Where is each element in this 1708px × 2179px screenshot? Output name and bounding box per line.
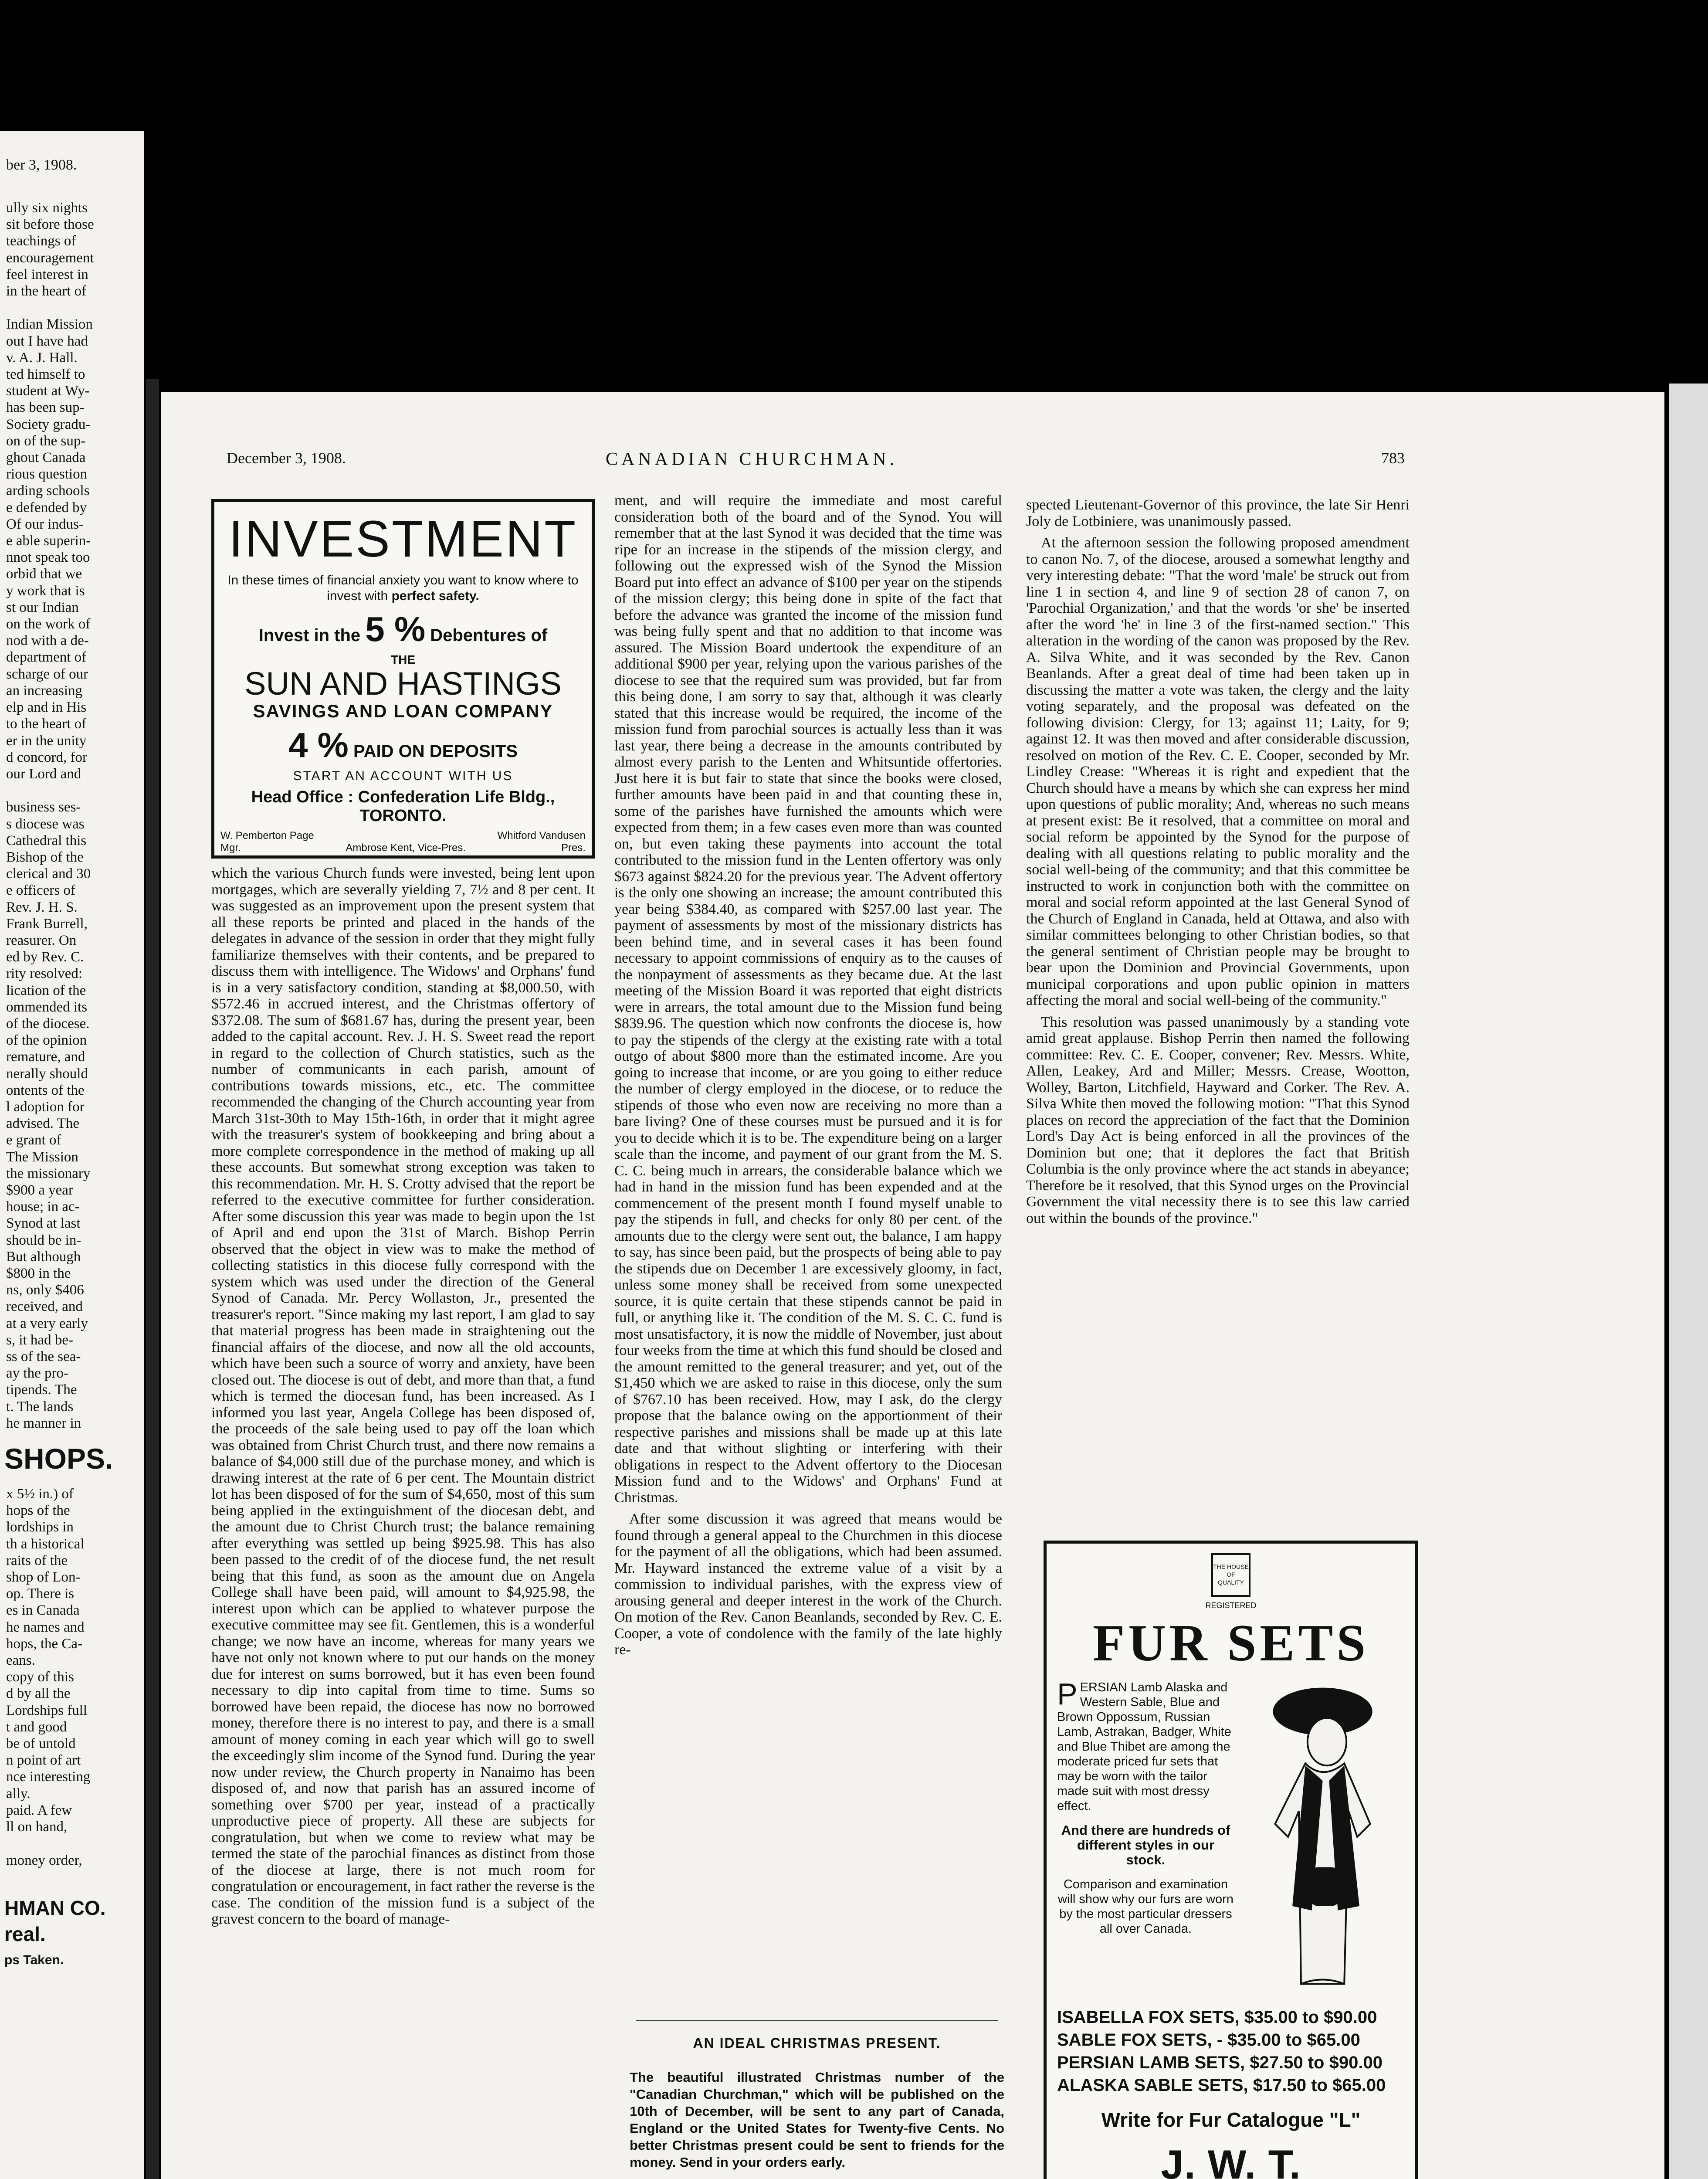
comparison-text: Comparison and examination will show why our furs are worn by the most particular dressers all over Canada. — [1057, 1877, 1234, 1936]
woman-in-furs-illustration — [1240, 1680, 1405, 1994]
text-line: th a historical — [6, 1536, 85, 1552]
catalogue-line: Write for Fur Catalogue "L" — [1101, 2108, 1361, 2131]
text-line: advised. The — [6, 1116, 80, 1132]
text-line: feel interest in — [6, 266, 88, 282]
text-line: $800 in the — [6, 1266, 71, 1281]
hundreds-styles: And there are hundreds of different styles in our stock. — [1061, 1823, 1230, 1867]
text-line: our Lord and — [6, 766, 81, 782]
investment-advertisement — [211, 499, 595, 859]
text-line: But although — [6, 1249, 81, 1265]
left-page-text-b — [0, 1486, 144, 1869]
text-line: Society gradu- — [6, 416, 91, 432]
text-line: y work that is — [6, 583, 85, 599]
text-line: business ses- — [6, 799, 81, 815]
text-line: ghout Canada — [6, 450, 86, 466]
text-line: eans. — [6, 1653, 35, 1669]
text-line: clerical and 30 — [6, 866, 91, 882]
text-line: s, it had be- — [6, 1332, 73, 1348]
left-page-bold-b: real. — [4, 1922, 46, 1945]
fur-sets-advertisement — [1044, 1541, 1418, 2179]
text-line: l adoption for — [6, 1099, 85, 1115]
article-column-2 — [614, 492, 1002, 1663]
the-label: THE — [391, 653, 415, 666]
text-line: d concord, for — [6, 749, 88, 765]
newspaper-page — [161, 392, 1664, 2179]
text-line: Of our indus- — [6, 516, 84, 532]
text-line: nerally should — [6, 1066, 88, 1082]
text-line: nod with a de- — [6, 633, 89, 649]
text-line: department of — [6, 649, 87, 665]
text-line — [6, 782, 144, 799]
price-list — [1057, 2006, 1405, 2097]
text-line: nnot speak too — [6, 550, 90, 566]
text-line: st our Indian — [6, 599, 79, 615]
text-line: v. A. J. Hall. — [6, 350, 78, 366]
text-line: rity resolved: — [6, 966, 83, 982]
text-line: remature, and — [6, 1049, 85, 1065]
price-line: ISABELLA FOX SETS, $35.00 to $90.00 — [1057, 2008, 1377, 2027]
text-line: ontents of the — [6, 1082, 85, 1098]
company-name-fairweather: J. W. T. — [1161, 2142, 1301, 2179]
text-line: lordships in — [6, 1519, 74, 1535]
drop-cap: P — [1057, 1677, 1078, 1711]
text-line: has been sup- — [6, 400, 85, 416]
text-line: he manner in — [6, 1415, 81, 1431]
price-line: PERSIAN LAMB SETS, $27.50 to $90.00 — [1057, 2053, 1383, 2072]
text-line: The Mission — [6, 1149, 78, 1165]
paragraph: which the various Church funds were invested, being lent upon mortgages, which are severally yielding 7, 7½ and 8 per cent. It was suggested as an improvement upon the present system that all these reports be printed and placed in the hands of the delegates in advance of the session in order that they might fully familiarize themselves with their contents, and be prepared to discuss them with intelligence. The Widows' and Orphans' fund is in a very satisfactory condition, standing at $8,000.50, with $572.46 in accrued interest, and the Christmas offertory of $372.08. The sum of $681.67 has, during the present year, been added to the capital account. Rev. J. H. S. Sweet read the report in regard to the collection of Church statistics, such as the number of communicants in each parish, amount of contributions towards missions, etc., etc. The committee recommended the changing of the Church accounting year from March 31st-30th to May 15th-16th, in order that it might agree with the treasurer's system of bookkeeping and bring about a more complete correspondence in the method of making up all these accounts. But somewhat strong exception was taken to this recommendation. Mr. H. S. Crotty advised that the report be referred to the executive committee for further consideration. After some discussion this year was made to begin upon the 1st of April and end upon the 31st of March. Bishop Perrin observed that the object in view was to make the method of collecting statistics in this diocese fully correspond with the system which was used under the direction of the General Synod of Canada. Mr. Percy Wollaston, Jr., presented the treasurer's report. "Since making my last report, I am glad to say that material progress has been made in straightening out the financial affairs of the diocese, and now all the old accounts, which have been such a source of worry and anxiety, have been closed out. The diocese is out of debt, and more than that, a fund which is termed the diocesan fund, has been increased. As I informed you last year, Angela College has been disposed of, the proceeds of the sale being used to pay off the loan which was obtained from Christ Church trust, and there now remains a balance of $4,000 still due of the purchase money, and which is drawing interest at the rate of 6 per cent. The Mountain district lot has been disposed of for the sum of $4,650, most of this sum being applied in the extinguishment of the diocesan debt, and the amount due to Christ Church trust; the balance remaining after everything was settled up being $925.98. This has also been passed to the credit of of the diocese fund, the net result being that this fund, as soon as the amount due on Angela College shall have been paid, will amount to $4,925.98, the interest upon which can be applied to whatever purpose the executive committee may see fit. Gentlemen, this is a wonderful change; we now have an income, whereas for many years we have not only not known where to put our hands on the money due for interest on sums borrowed, but it has even been found necessary to dip into capital from time to time. Sums so borrowed have been repaid, the diocese has now no borrowed money, therefore there is no interest to pay, and there is a small amount of money coming in each year which will go to swell the exceedingly slim income of the Synod fund. During the year now under review, the Church property in Nanaimo has been disposed of, and now that parish has an assured income of something over $700 per year, instead of a practically unproductive piece of property. All these are subjects for congratulation, but when we come to review what may be termed the state of the parochial finances as distinct from those of the diocese at large, there is not much room for congratulation or encouragement, in fact rather the reverse is the case. The condition of the mission fund is a subject of the gravest concern to the board of manage- — [211, 865, 595, 1927]
text-line: student at Wy- — [6, 383, 90, 399]
text-line: hops, the Ca- — [6, 1636, 83, 1652]
article-column-1 — [211, 865, 595, 1933]
text-line: he names and — [6, 1619, 85, 1635]
text-line: ted himself to — [6, 367, 85, 383]
left-page-bold-c: ps Taken. — [4, 1952, 64, 1967]
left-page-bold-a: HMAN CO. — [4, 1896, 106, 1919]
text-line: Lordships full — [6, 1702, 88, 1718]
text-line: lication of the — [6, 982, 86, 998]
text-line: e defended by — [6, 499, 87, 516]
text-line: teachings of — [6, 233, 76, 249]
text-line: out I have had — [6, 333, 88, 349]
text-line: Frank Burrell, — [6, 916, 88, 932]
left-page-heading: SHOPS. — [4, 1442, 113, 1475]
text-line: ay the pro- — [6, 1365, 68, 1381]
article-column-3 — [1026, 497, 1410, 1232]
text-line: Rev. J. H. S. — [6, 899, 78, 915]
text-line: ally. — [6, 1785, 30, 1802]
head-office: Head Office : Confederation Life Bldg., TORONTO. — [251, 788, 555, 825]
column-rule — [636, 2020, 998, 2021]
issue-date: December 3, 1908. — [227, 449, 346, 467]
text-line: encouragement — [6, 250, 94, 266]
price-line: ALASKA SABLE SETS, $17.50 to $65.00 — [1057, 2076, 1386, 2095]
text-line: copy of this — [6, 1669, 74, 1685]
christmas-notice-title: AN IDEAL CHRISTMAS PRESENT. — [693, 2035, 941, 2051]
text-line: e grant of — [6, 1132, 61, 1148]
text-line: the missionary — [6, 1165, 91, 1181]
text-line: on of the sup- — [6, 433, 86, 449]
paragraph: This resolution was passed unanimously by a standing vote amid great applause. Bishop Perrin then named the following committee: Rev. C. E. Cooper, convener; Rev. Messrs. White, Allen, Leakey, Ard and Miller; Messrs. Crease, Wootton, Wolley, Barton, Litchfield, Hayward and Corker. The Rev. A. Silva White then moved the following motion: "That this Synod places on record the appreciation of the fact that the Dominion Lord's Day Act is being enforced in all the provinces of the Dominion but one; that it deplores the fact that British Columbia is the only province where the act stands in abeyance; Therefore be it resolved, that this Synod urges on the Provincial Government the vital necessity there is to see this law carried out within the bounds of the province." — [1026, 1014, 1410, 1226]
text-line: arding schools — [6, 483, 90, 499]
christmas-notice-body: The beautiful illustrated Christmas number of the "Canadian Churchman," which will be published on the 10th of December, will be sent to any part of Canada, England or the United States for Twenty-five Cents. No better Christmas present could be sent to friends for the money. Send in your orders early. — [630, 2070, 1004, 2170]
text-line: of the diocese. — [6, 1015, 90, 1032]
text-line: scharge of our — [6, 666, 88, 682]
text-line: orbid that we — [6, 566, 82, 582]
invest-line: Invest in the 5 % Debentures of — [258, 610, 548, 648]
text-line: in the heart of — [6, 283, 87, 299]
text-line: ully six nights — [6, 200, 88, 216]
text-line: elp and in His — [6, 699, 87, 716]
text-line: n point of art — [6, 1752, 81, 1768]
text-line: x 5½ in.) of — [6, 1486, 74, 1502]
text-line: Bishop of the — [6, 849, 84, 865]
page-edge — [1669, 384, 1708, 2179]
text-line: money order, — [6, 1852, 82, 1868]
company-subtitle: SAVINGS AND LOAN COMPANY — [253, 701, 553, 721]
house-of-quality-logo: THE HOUSE OF QUALITY — [1211, 1553, 1250, 1597]
text-line: e able superin- — [6, 533, 91, 549]
text-line: $900 a year — [6, 1182, 73, 1198]
paragraph: ment, and will require the immediate and most careful consideration both of the board and of the Synod. You will remember that at the last Synod it was decided that the time was ripe for an increase in the stipends of the mission clergy, and following out the expressed wish of the Synod the Mission Board put into effect an advance of $100 per year on the stipends of the mission clergy; this being done in spite of the fact that before the advance was granted the income of the mission fund was being fully spent and that no addition to that income was assured. The Mission Board undertook the expenditure of an additional $900 per year, relying upon the various parishes of the diocese to see that the required sum was provided, but far from this being done, I am sorry to say that, although it was clearly stated that this increase would be required, the income of the mission fund from parochial sources is actually less than it was last year, there being a decrease in the amounts contributed by almost every parish to the Lenten and Whitsuntide offertories. Just here it is but fair to state that since the books were closed, further amounts have been paid in and that counting these in, some of the parishes have furnished the amounts which were expected from them; in a few cases even more than was counted on, but even taking these payments into account the total contributed to the mission fund in the Lenten offertory was only $673 against $824.20 for the previous year. The Advent offertory is the only one showing an increase; the amount contributed this year being $384.40, as compared with $257.00 last year. The payment of assessments by most of the missionary districts has been behind time, and in several cases it has been found necessary to appoint commissions of enquiry as to the causes of the nonpayment of assessments as they became due. At the last meeting of the Mission Board it was reported that eight districts were in arrears, the total amount due to the Mission fund being $839.96. The question which now confronts the diocese is, how to pay the stipends of the clergy at the existing rate with a total outgo of about $800 more than the estimated income. Are you going to increase that income, or are you going to either reduce the number of clergy employed in the diocese, or to reduce the stipends of those who even now are receiving no more than a bare living? One of these courses must be pursued and it is for you to decide which it is to be. The expenditure being on a larger scale than the income, and payment of our grant from the M. S. C. C. being much in arrears, the considerable balance which we had in hand in the mission fund has been expended and at the commencement of the present month I found myself unable to pay the stipends in full, and checks for only 80 per cent. of the amounts due to the clergy were sent out, the balance, I am happy to say, has since been paid, but the prospects of being able to pay the stipends due on December 1 are excessively gloomy, in fact, unless some money shall be received from some unexpected source, it is quite certain that these stipends cannot be paid in full, or anything like it. The condition of the M. S. C. C. fund is most unsatisfactory, it is now the middle of November, just about four weeks from the time at which this fund should be closed and the amount remitted to the general treasurer; and yet, out of the $1,450 which we are asked to raise in this diocese, only the sum of $767.10 has been received. How, may I ask, do the clergy propose that the balance owing on the apportionment of their respective parishes and missions shall be made up at this late date and that without slighting or interfering with their obligations in respect to the Advent offertory to the Diocesan Mission fund and to the Widows' and Orphans' Fund at Christmas. — [614, 492, 1002, 1506]
text-line: on the work of — [6, 616, 91, 632]
text-line: op. There is — [6, 1586, 75, 1602]
left-page-fragment — [0, 131, 144, 2179]
text-line: reasurer. On — [6, 932, 77, 948]
text-line: s diocese was — [6, 816, 85, 832]
text-line: at a very early — [6, 1315, 88, 1331]
text-line: sit before those — [6, 217, 94, 233]
paragraph: After some discussion it was agreed that means would be found through a general appeal to the Churchmen in this diocese for the payment of all the obligations, which had been assumed. Mr. Hayward instanced the extreme value of a visit by a commission to individual parishes, with the express view of arousing general and deeper interest in the work of the Church. On motion of the Rev. Canon Beanlands, seconded by Rev. C. E. Cooper, a vote of condolence with the family of the late highly re- — [614, 1511, 1002, 1658]
text-line: raits of the — [6, 1552, 68, 1568]
paragraph: At the afternoon session the following proposed amendment to canon No. 7, of the diocese, aroused a somewhat lengthy and very interesting debate: "That the word 'male' be struck out from line 1 in section 4, and line 9 of section 28 of canon 7, on 'Parochial Organization,' and that the words 'or she' be inserted after the word 'he' in line 3 of the first-named section." This alteration in the wording of the canon was proposed by the Rev. A. Silva White, and it was seconded by the Rev. Canon Beanlands. After a great deal of time had been taken up in discussing the matter a vote was taken, the clergy and the laity voting separately, and the proposal was defeated on the following division: Clergy, for 13; against 11; Laity, for 9; against 12. It was then moved and after considerable discussion, resolved on motion of the Rev. C. E. Cooper, seconded by Mr. Lindley Crease: "Whereas it is right and expedient that the Church should have a means by which she can express her mind upon questions of public morality; And, whereas no such means at present exist: Be it resolved, that a committee on moral and social reform be appointed by the Synod for the purpose of dealing with all questions relating to public morality and the social well-being of the community; and that this committee be instructed to work in conjunction both with the committee on moral and social reform appointed at the last General Synod of the Church of England in Canada, held at Ottawa, and also with similar committees belonging to other Christian bodies, so that the general sentiment of Christian people may be brought to bear upon the Dominion and Provincial Governments, upon municipal corporations and upon public opinion in matters affecting the moral and social well-being of the community." — [1026, 535, 1410, 1008]
text-line: ommended its — [6, 999, 88, 1015]
paragraph: spected Lieutenant-Governor of this province, the late Sir Henri Joly de Lotbiniere, was unanimously passed. — [1026, 497, 1410, 529]
text-line: er in the unity — [6, 733, 87, 749]
text-line: Cathedral this — [6, 832, 87, 849]
text-line: tipends. The — [6, 1382, 77, 1398]
page-number: 783 — [1381, 449, 1405, 467]
fur-sets-title: FUR SETS — [1092, 1614, 1369, 1672]
left-page-text-a — [0, 200, 144, 1432]
price-line: SABLE FOX SETS, - $35.00 to $65.00 — [1057, 2030, 1360, 2050]
book-gutter — [146, 379, 159, 2179]
text-line: be of untold — [6, 1736, 76, 1752]
text-line: Synod at last — [6, 1215, 81, 1232]
text-line: should be in- — [6, 1232, 81, 1248]
text-line — [6, 299, 144, 316]
text-line: ll on hand, — [6, 1819, 68, 1835]
text-line: paid. A few — [6, 1802, 72, 1818]
text-line: received, and — [6, 1299, 83, 1315]
deposit-line: 4 % PAID ON DEPOSITS — [288, 726, 518, 764]
text-line: rious question — [6, 466, 88, 482]
text-line: t and good — [6, 1719, 67, 1735]
officers: W. Pemberton Page Mgr. Ambrose Kent, Vice-Pres. Whitford Vandusen Pres. — [220, 830, 586, 854]
start-account: START AN ACCOUNT WITH US — [293, 769, 513, 783]
text-line: hops of the — [6, 1503, 70, 1519]
text-line: house; in ac- — [6, 1199, 80, 1215]
text-line: an increasing — [6, 682, 83, 699]
text-line: e officers of — [6, 882, 75, 899]
text-line: to the heart of — [6, 716, 87, 732]
fur-description: P ERSIAN Lamb Alaska and Western Sable, Blue and Brown Oppossum, Russian Lamb, Astrakan, Badger, White and Blue Thibet are among the moderate priced fur sets that may be worn with the tailor made suit with most dressy effect. And there are hundreds of different styles in our stock. Comparison and examination will show why our furs are worn by the most particular dressers all over Canada. — [1057, 1677, 1234, 1936]
text-line: Indian Mission — [6, 316, 93, 333]
left-page-header: ber 3, 1908. — [6, 157, 77, 173]
registered-mark: REGISTERED — [1205, 1601, 1257, 1610]
text-line: of the opinion — [6, 1032, 87, 1049]
text-line: ss of the sea- — [6, 1349, 81, 1365]
company-name: SUN AND HASTINGS — [244, 665, 562, 702]
text-line: ed by Rev. C. — [6, 949, 84, 965]
text-line: nce interesting — [6, 1769, 91, 1785]
running-head — [161, 449, 1534, 475]
publication-title: CANADIAN CHURCHMAN. — [606, 449, 898, 469]
investment-intro: In these times of financial anxiety you want to know where to invest with perfect safety. — [227, 573, 579, 603]
text-line: shop of Lon- — [6, 1569, 81, 1585]
text-line: ns, only $406 — [6, 1282, 84, 1298]
text-line: d by all the — [6, 1686, 71, 1702]
text-line — [6, 1835, 144, 1852]
investment-title: INVESTMENT — [228, 510, 578, 568]
text-line: es in Canada — [6, 1602, 80, 1619]
christmas-notice — [630, 2035, 1004, 2171]
text-line: t. The lands — [6, 1398, 74, 1415]
